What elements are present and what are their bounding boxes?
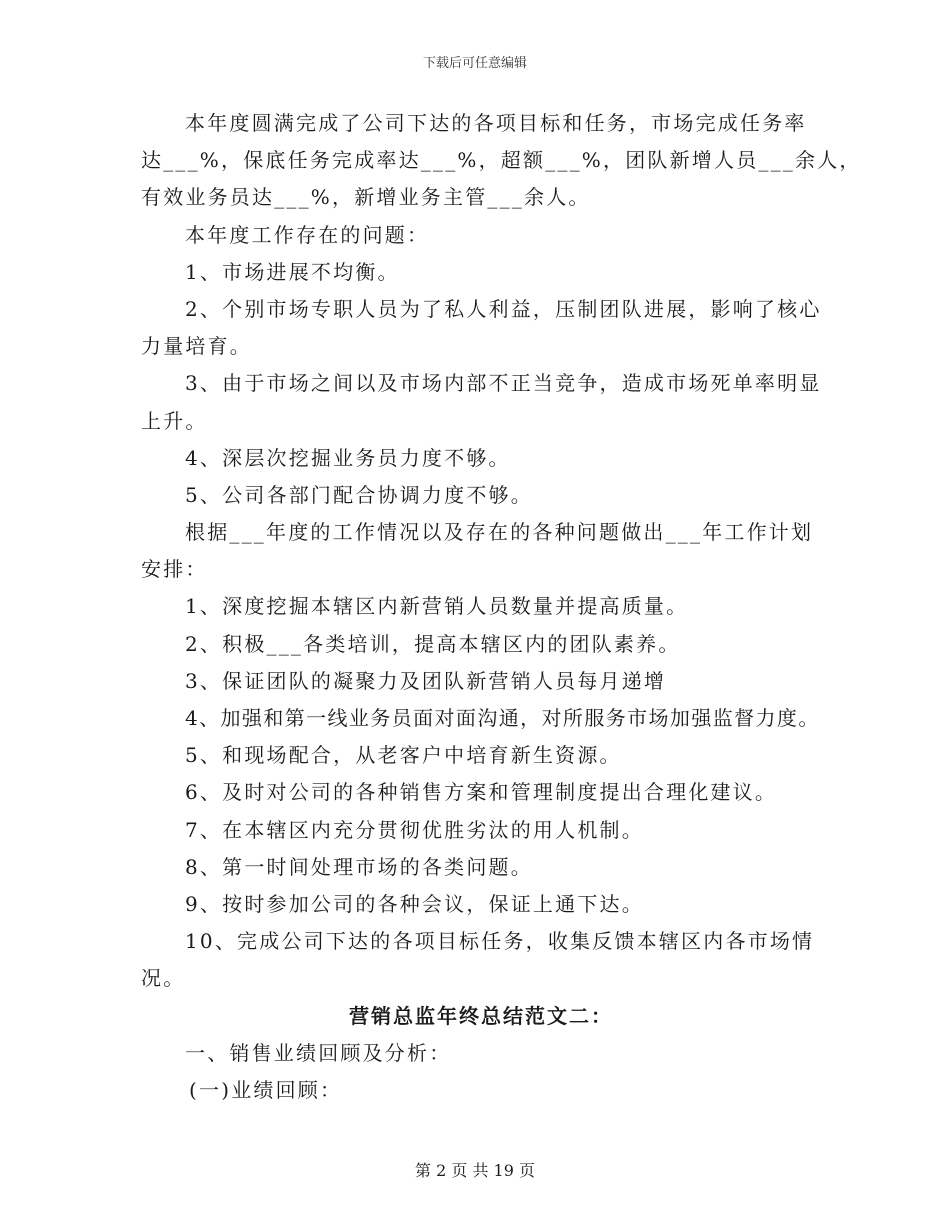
subsection-heading: (一)业绩回顾： (189, 1077, 343, 1102)
list-item: 4、加强和第一线业务员面对面沟通，对所服务市场加强监督力度。 (185, 706, 820, 730)
list-item: 8、第一时间处理市场的各类问题。 (185, 854, 533, 879)
list-item: 5、和现场配合，从老客户中培育新生资源。 (185, 743, 622, 768)
document-body (141, 105, 862, 1109)
list-item: 2、个别市场专职人员为了私人利益，压制团队进展，影响了核心 (185, 296, 822, 321)
paragraph-line: 根据___年度的工作情况以及存在的各种问题做出___年工作计划 (185, 520, 814, 545)
section-heading: 一、销售业绩回顾及分析： (185, 1040, 452, 1065)
list-item-continuation: 力量培育。 (141, 334, 252, 359)
list-item-continuation: 况。 (141, 966, 186, 991)
list-item: 10、完成公司下达的各项目标任务，收集反馈本辖区内各市场情 (185, 929, 815, 954)
list-item-continuation: 上升。 (141, 408, 208, 433)
list-item: 4、深层次挖掘业务员力度不够。 (185, 445, 511, 470)
list-item: 1、深度挖掘本辖区内新营销人员数量并提高质量。 (185, 594, 689, 619)
section-title: 营销总监年终总结范文二： (349, 1003, 613, 1028)
paragraph-line: 有效业务员达___%，新增业务主管___余人。 (141, 185, 591, 210)
list-item: 6、及时对公司的各种销售方案和管理制度提出合理化建议。 (185, 780, 778, 805)
page-footer: 第 2 页 共 19 页 (415, 1161, 535, 1180)
list-item: 7、在本辖区内充分贯彻优胜劣汰的用人机制。 (185, 817, 644, 842)
list-item: 3、由于市场之间以及市场内部不正当竞争，造成市场死单率明显 (185, 371, 822, 396)
page-header: 下载后可任意编辑 (422, 56, 527, 71)
list-item: 2、积极___各类培训，提高本辖区内的团队素养。 (185, 631, 681, 656)
list-item: 5、公司各部门配合协调力度不够。 (185, 482, 533, 507)
list-item: 9、按时参加公司的各种会议，保证上通下达。 (185, 891, 644, 916)
list-item: 1、市场进展不均衡。 (185, 259, 400, 284)
paragraph-line: 达___%，保底任务完成率达___%，超额___%，团队新增人员___余人， (141, 148, 862, 173)
list-item: 3、保证团队的凝聚力及团队新营销人员每月递增 (185, 668, 667, 693)
paragraph-line: 本年度圆满完成了公司下达的各项目标和任务，市场完成任务率 (185, 111, 807, 135)
paragraph-line: 安排： (141, 557, 208, 582)
paragraph-line: 本年度工作存在的问题： (185, 222, 430, 247)
